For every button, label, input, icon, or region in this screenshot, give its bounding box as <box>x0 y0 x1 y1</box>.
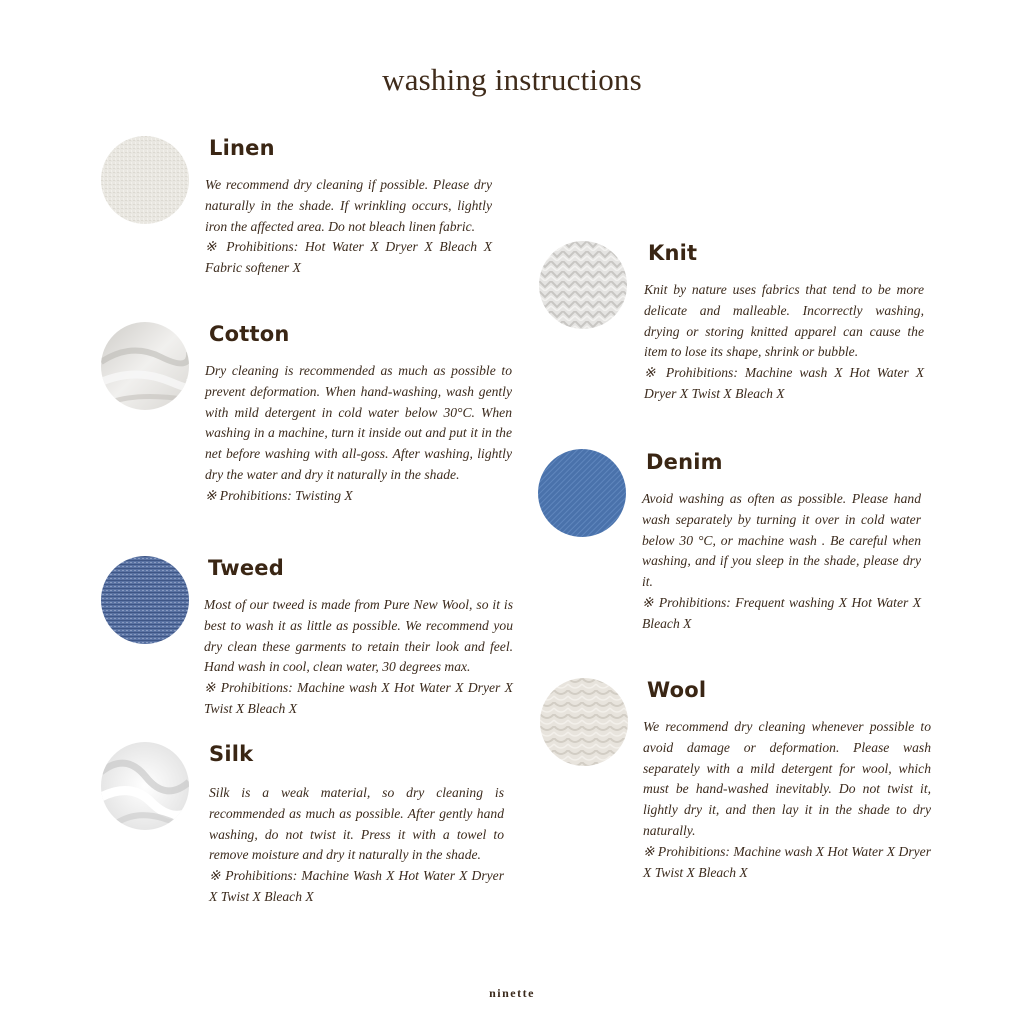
tweed-swatch-icon <box>101 556 189 644</box>
denim-title: Denim <box>646 450 723 474</box>
silk-title: Silk <box>209 742 254 766</box>
silk-description <box>209 783 504 908</box>
tweed-description <box>204 595 513 720</box>
cotton-prohibitions: ※ Prohibitions: Twisting X <box>205 487 353 503</box>
tweed-title: Tweed <box>208 556 284 580</box>
wool-prohibitions: ※ Prohibitions: Machine wash X Hot Water X Dryer X Twist X Bleach X <box>643 843 931 880</box>
brand-name: ninette <box>489 986 535 1000</box>
knit-swatch-icon <box>539 241 627 329</box>
page-title: washing instructions <box>382 62 642 97</box>
linen-swatch-icon <box>101 136 189 224</box>
cotton-description <box>205 361 512 507</box>
wool-description <box>643 717 931 883</box>
linen-text: We recommend dry cleaning if possible. Please dry naturally in the shade. If wrinkling occurs, lightly iron the affected area. Do not bleach linen fabric. <box>205 177 492 234</box>
tweed-text: Most of our tweed is made from Pure New Wool, so it is best to wash it as little as possible. We recommend you dry clean these garments to retain their look and feel. Hand wash in cool, clean water, 30 degrees max. <box>204 597 513 675</box>
knit-description <box>644 280 924 405</box>
denim-prohibitions: ※ Prohibitions: Frequent washing X Hot Water X Bleach X <box>642 594 921 631</box>
linen-title: Linen <box>209 136 275 160</box>
denim-description <box>642 489 921 635</box>
cotton-swatch-icon <box>101 322 189 410</box>
silk-prohibitions: ※ Prohibitions: Machine Wash X Hot Water X Dryer X Twist X Bleach X <box>209 868 504 904</box>
linen-prohibitions: ※ Prohibitions: Hot Water X Dryer X Bleach X Fabric softener X <box>205 239 492 276</box>
silk-text: Silk is a weak material, so dry cleaning is recommended as much as possible. After gently hand washing, do not twist it. Press it with a towel to remove moisture and dry it naturally in the shade. <box>209 785 504 863</box>
wool-text: We recommend dry cleaning whenever possible to avoid damage or deformation. Please wash separately with a mild detergent for wool, which must be hand-washed inevitably. Do not twist it, lightly dry it, and then lay it in the shade to dry naturally. <box>643 719 931 838</box>
knit-text: Knit by nature uses fabrics that tend to be more delicate and malleable. Incorrectly washing, drying or storing knitted apparel can cause the item to lose its shape, shrink or bubble. <box>644 282 924 360</box>
denim-text: Avoid washing as often as possible. Please hand wash separately by turning it over in cold water below 30 °C, or machine wash . Be careful when washing, and if you sleep in the shade, please dry it. <box>642 491 921 590</box>
silk-swatch-icon <box>101 742 189 830</box>
cotton-text: Dry cleaning is recommended as much as possible to prevent deformation. When hand-washing, wash gently with mild detergent in cold water below 30°C. When washing in a machine, turn it inside out and put it in the net before washing with all-goss. After washing, lightly dry the water and dry it naturally in the shade. <box>205 363 512 482</box>
linen-description <box>205 175 492 279</box>
tweed-prohibitions: ※ Prohibitions: Machine wash X Hot Water X Dryer X Twist X Bleach X <box>204 680 513 716</box>
knit-prohibitions: ※ Prohibitions: Machine wash X Hot Water X Dryer X Twist X Bleach X <box>644 365 924 401</box>
wool-title: Wool <box>647 678 707 702</box>
wool-swatch-icon <box>540 678 628 766</box>
knit-title: Knit <box>648 241 698 265</box>
denim-swatch-icon <box>538 449 626 537</box>
cotton-title: Cotton <box>209 322 290 346</box>
